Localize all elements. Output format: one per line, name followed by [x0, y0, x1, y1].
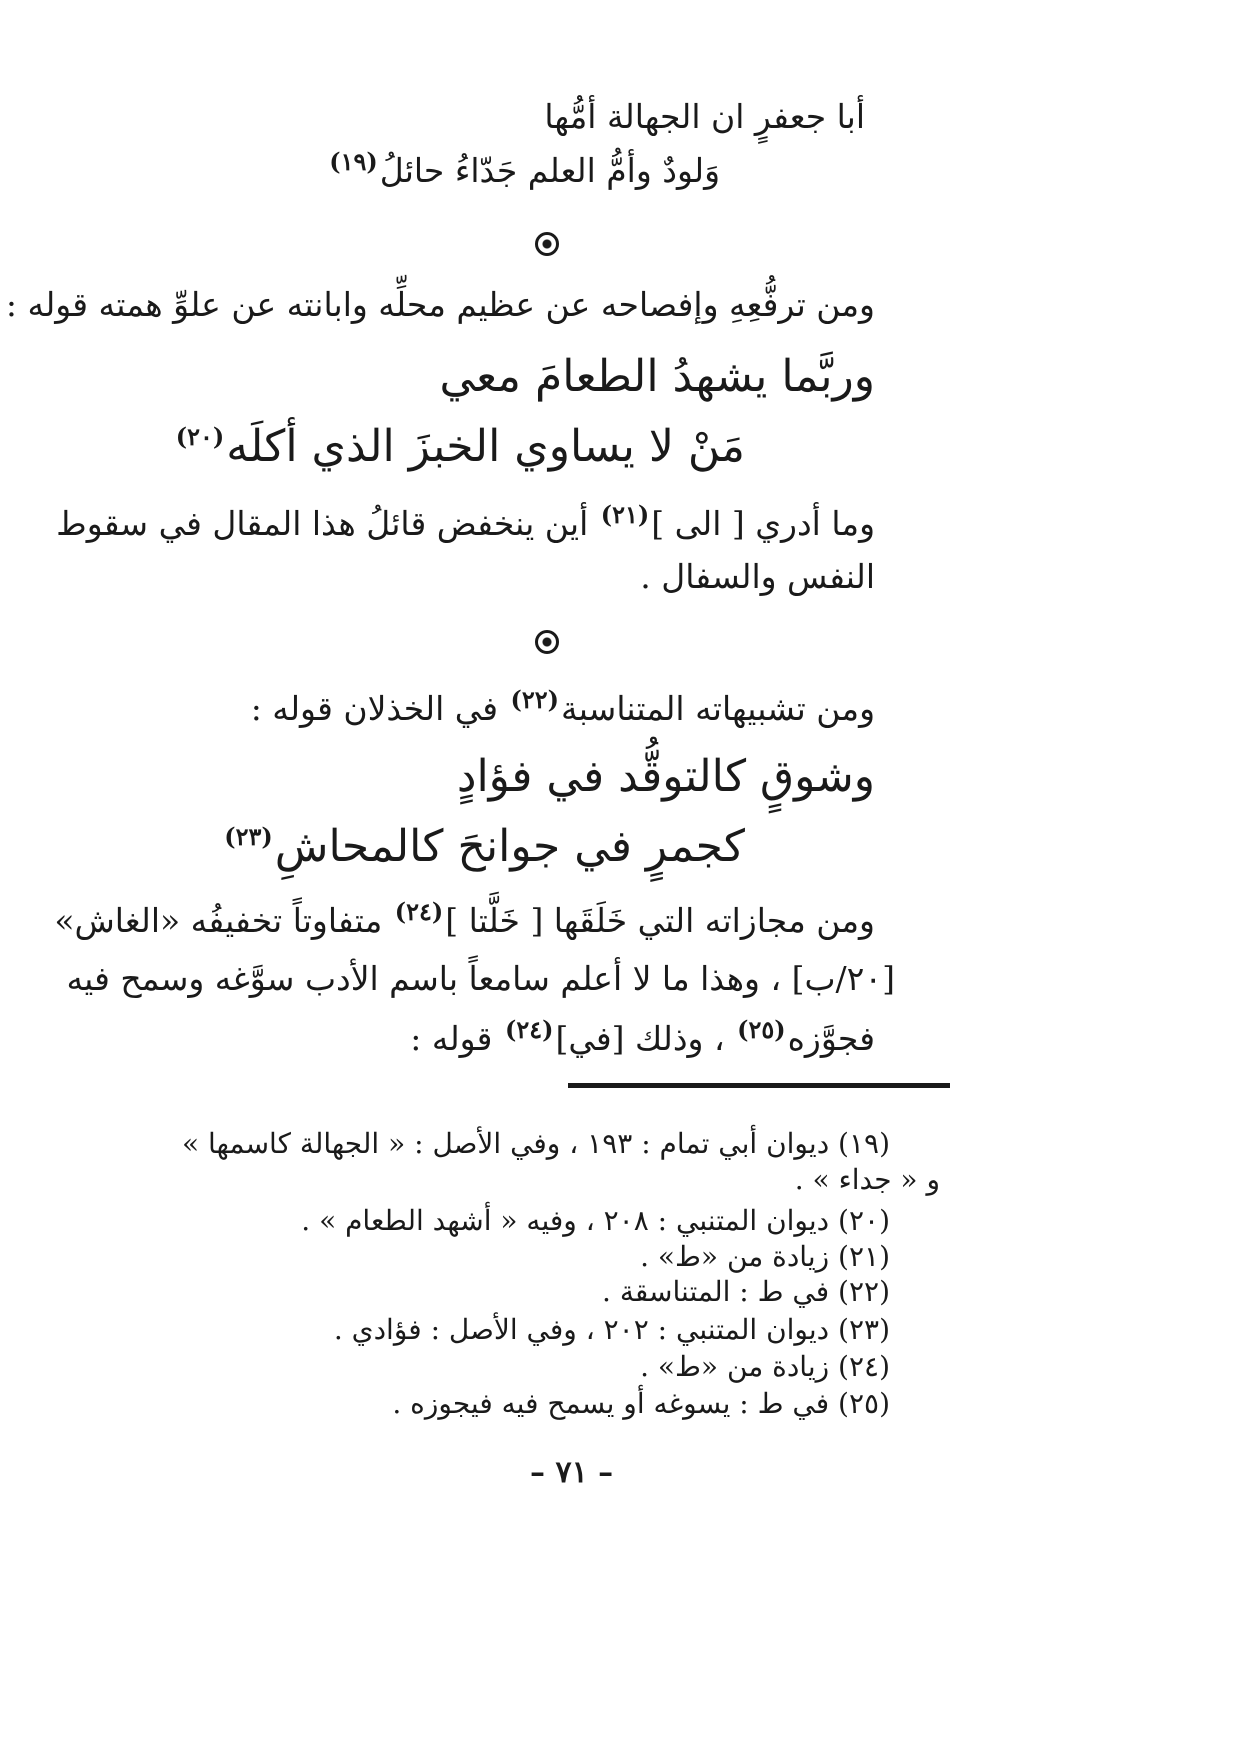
verse-line — [174, 421, 745, 472]
section-ornament — [535, 232, 559, 256]
verse-text: وَلودٌ وأمُّ العلم جَدّاءُ حائلُ — [379, 151, 720, 190]
footnote: (٢٣) ديوان المتنبي : ٢٠٢ ، وفي الأصل : فؤادي . — [333, 1313, 890, 1346]
verse-text: مَنْ لا يساوي الخبزَ الذي أكلَه — [226, 421, 745, 472]
footnote-ref: (٢٢) — [510, 685, 560, 714]
prose-line: النفس والسفال . — [640, 557, 875, 596]
verse-line: وشوقٍ كالتوقُّد في فؤادٍ — [456, 751, 875, 802]
prose-text: ، وذلك [في] — [555, 1019, 725, 1058]
verse-line — [222, 821, 745, 872]
footnote: (١٩) ديوان أبي تمام : ١٩٣ ، وفي الأصل : « الجهالة كاسمها » — [181, 1127, 890, 1160]
footnote: (٢٤) زيادة من «ط» . — [640, 1350, 890, 1383]
verse-text: كجمرٍ في جوانحَ كالمحاشِ — [274, 821, 745, 872]
prose-line: [٢٠/ب] ، وهذا ما لا أعلم سامعاً باسم الأدب سوَّغه وسمح فيه — [66, 959, 895, 998]
footnote-ref: (١٩) — [329, 147, 378, 176]
footnote-ref: (٢٤) — [394, 897, 444, 926]
verse-line: أبا جعفرٍ ان الجهالة أمُّها — [544, 97, 865, 136]
footnote: و « جداء » . — [794, 1163, 940, 1196]
section-ornament — [535, 630, 559, 654]
prose-text: فجوَّزه — [787, 1019, 875, 1058]
prose-text: متفاوتاً تخفيفُه «الغاش» — [54, 901, 383, 940]
prose-text: وما أدري [ الى ] — [651, 504, 875, 543]
footnote: (٢٥) في ط : يسوغه أو يسمح فيه فيجوزه . — [392, 1387, 890, 1420]
footnote: (٢٠) ديوان المتنبي : ٢٠٨ ، وفيه « أشهد الطعام » . — [301, 1204, 890, 1237]
footnote-ref: (٢٤) — [504, 1015, 554, 1044]
footnote-ref: (٢٠) — [175, 422, 225, 452]
footnote: (٢١) زيادة من «ط» . — [640, 1240, 890, 1273]
prose-line — [54, 897, 875, 940]
prose-text: في الخذلان قوله : — [250, 689, 499, 728]
footnote-ref: (٢٣) — [224, 822, 273, 852]
footnote-separator — [568, 1083, 950, 1088]
footnote-ref: (٢١) — [600, 500, 650, 529]
prose-text: أين ينخفض قائلُ هذا المقال في سقوط — [56, 504, 589, 543]
verse-line: وربَّما يشهدُ الطعامَ معي — [439, 351, 875, 402]
prose-line — [250, 685, 875, 728]
page-number: – ٧١ – — [530, 1455, 614, 1490]
prose-text: ومن تشبيهاته المتناسبة — [561, 689, 875, 728]
prose-text: قوله : — [410, 1019, 493, 1058]
prose-line — [410, 1015, 875, 1058]
prose-text: ومن مجازاته التي خَلَقَها [ خَلَّتا ] — [445, 901, 875, 940]
verse-line — [327, 147, 720, 190]
footnote-ref: (٢٥) — [737, 1015, 786, 1044]
footnote: (٢٢) في ط : المتناسقة . — [602, 1275, 890, 1308]
prose-line — [56, 500, 875, 543]
prose-line: ومن ترفُّعِهِ وإفصاحه عن عظيم محلِّه وابانته عن علوِّ همته قوله : — [5, 285, 875, 324]
